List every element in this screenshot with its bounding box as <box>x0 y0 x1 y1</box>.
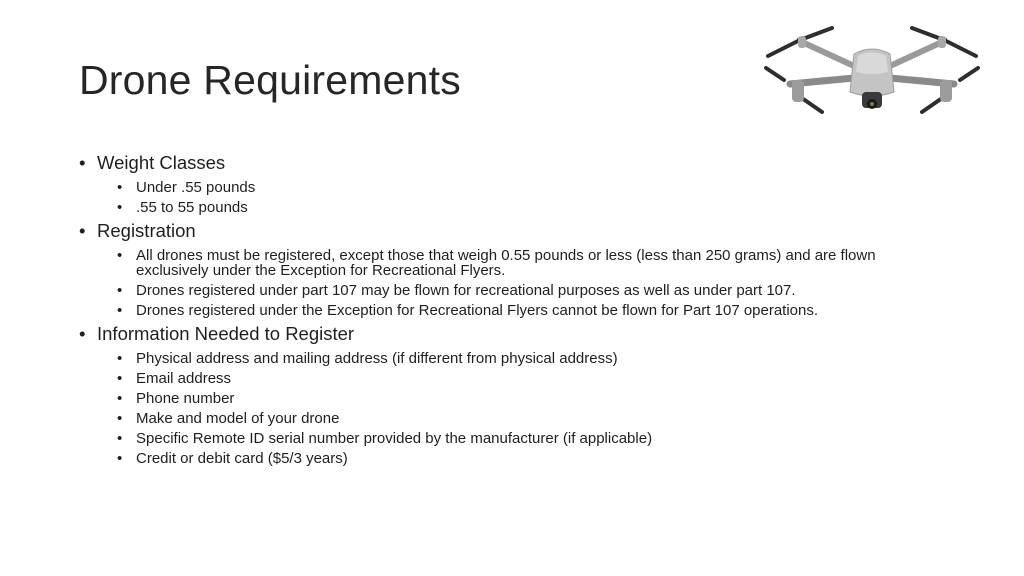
drone-image <box>762 22 982 126</box>
list-item: • Make and model of your drone <box>79 411 939 426</box>
list-item: • Phone number <box>79 391 939 406</box>
section-heading-information-needed: • Information Needed to Register <box>79 323 939 345</box>
list-item: • .55 to 55 pounds <box>79 200 939 215</box>
list-item: • Drones registered under part 107 may be flown for recreational purposes as well as under part 107. <box>79 283 939 298</box>
sub-list-registration <box>79 242 939 319</box>
section-heading-weight-classes: • Weight Classes <box>79 152 939 174</box>
sub-list-weight-classes <box>79 174 939 216</box>
bullet-list <box>79 152 939 467</box>
list-item: • Email address <box>79 371 939 386</box>
slide-title: Drone Requirements <box>79 57 461 103</box>
list-item: • Specific Remote ID serial number provided by the manufacturer (if applicable) <box>79 431 939 446</box>
sub-list-information-needed <box>79 345 939 467</box>
list-item: • Physical address and mailing address (if different from physical address) <box>79 351 939 366</box>
list-item: • Credit or debit card ($5/3 years) <box>79 451 939 466</box>
section-heading-registration: • Registration <box>79 220 939 242</box>
list-item: • Under .55 pounds <box>79 180 939 195</box>
list-item: • All drones must be registered, except those that weigh 0.55 pounds or less (less than 250 grams) and are flown exclusively under the Exception for Recreational Flyers. <box>79 248 939 278</box>
list-item: • Drones registered under the Exception for Recreational Flyers cannot be flown for Part 107 operations. <box>79 303 939 318</box>
